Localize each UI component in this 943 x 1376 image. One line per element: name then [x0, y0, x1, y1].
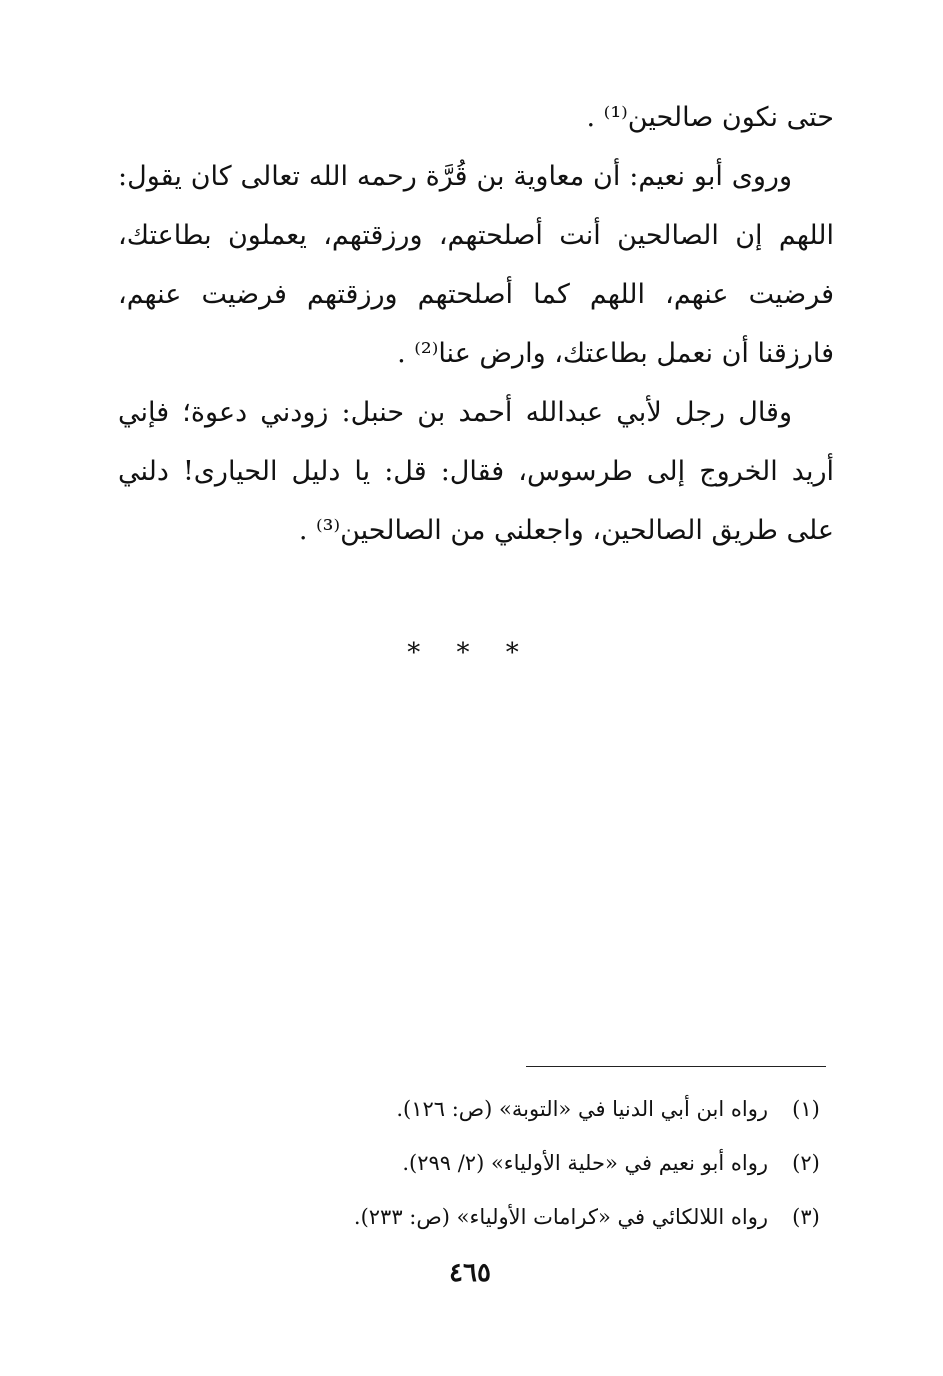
paragraph-abu-nuaym-narration: وروى أبو نعيم: أن معاوية بن قُرَّة رحمه الله تعالى كان يقول: اللهم إن الصالحين أنت أصلحتهم، ورزقتهم، يعملون بطاعتك، فرضيت عنهم، اللهم كما أصلحتهم ورزقتهم فرضيت عنهم، فارزقنا أن نعمل بطاعتك، وارض عنا⁽²⁾ .: [118, 161, 835, 369]
page-number: ٤٦٥: [449, 1258, 491, 1288]
footnote-number: (١): [792, 1097, 820, 1121]
footnote-item: [200, 1136, 828, 1190]
footnotes: [200, 1082, 828, 1244]
footnote-item: [200, 1190, 828, 1244]
footnote-text: رواه أبو نعيم في «حلية الأولياء» (٢/ ٢٩٩).: [402, 1151, 768, 1175]
footnote-text: رواه ابن أبي الدنيا في «التوبة» (ص: ١٢٦).: [396, 1097, 768, 1121]
footnote-text: رواه اللالكائي في «كرامات الأولياء» (ص: ٢٣٣).: [353, 1205, 768, 1229]
footnote-rule: [526, 1066, 826, 1067]
footnote-number: (٢): [792, 1151, 820, 1175]
paragraph-continuation: حتى نكون صالحين⁽¹⁾ .: [586, 102, 834, 133]
footnote-item: [200, 1082, 828, 1136]
footnote-number: (٣): [792, 1205, 820, 1229]
main-text: [118, 88, 834, 560]
paragraph-ahmad-ibn-hanbal: وقال رجل لأبي عبدالله أحمد بن حنبل: زودني دعوة؛ فإني أريد الخروج إلى طرسوس، فقال: قل: يا دليل الحيارى! دلني على طريق الصالحين، واجعلني من الصالحين⁽³⁾ .: [118, 397, 834, 546]
section-separator: * * *: [407, 638, 533, 668]
